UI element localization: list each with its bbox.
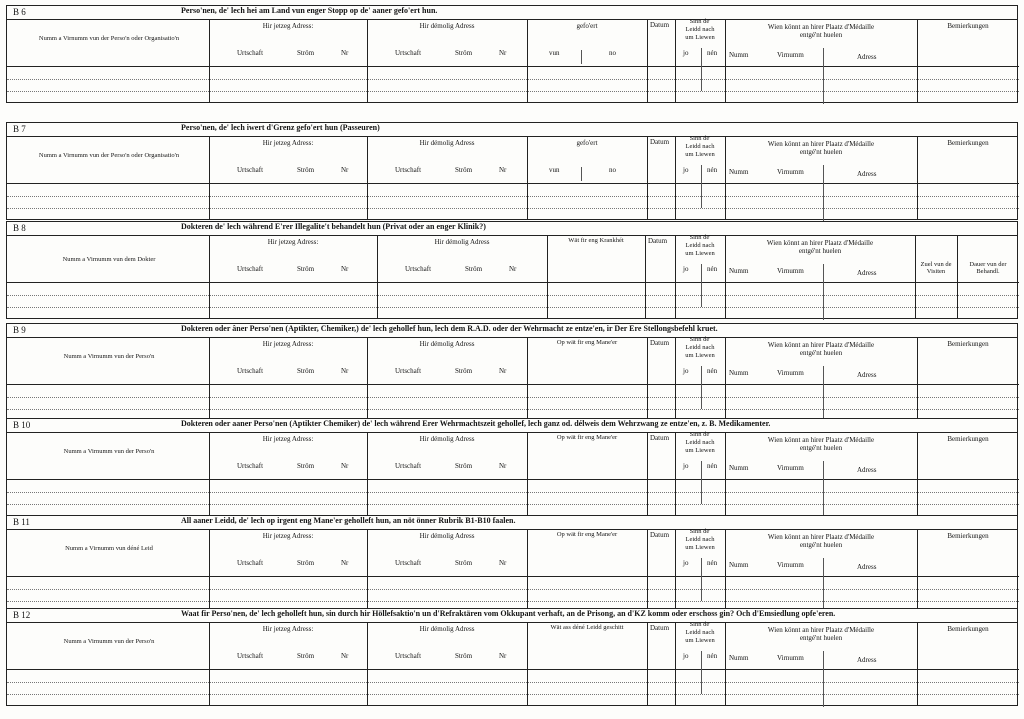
form-section: [6, 515, 1018, 613]
number-label: Nr: [341, 462, 349, 470]
header-bottom-rule: [7, 282, 1019, 283]
name-column-header: Numm a Virnumm vun der Perso'n: [63, 448, 155, 455]
column-divider: [675, 136, 676, 219]
section-code: B 9: [13, 325, 26, 335]
no-label: nén: [707, 49, 718, 57]
date-header: Datum: [650, 434, 670, 442]
header-bottom-rule: [7, 384, 1019, 385]
yes-label: jo: [683, 49, 689, 57]
alive-header: Sinn de': [689, 621, 711, 628]
row-rule: [7, 196, 1019, 197]
remarks-header: Bemierkungen: [947, 22, 989, 30]
former-address-header: Hir démolig Adress: [434, 238, 490, 246]
section-header: [7, 516, 1017, 530]
column-divider: [675, 19, 676, 102]
firstname-label: Virnumm: [777, 561, 804, 569]
column-divider: [647, 136, 648, 219]
alive-header: Sinn de': [689, 234, 711, 241]
medal-header: Wien könnt an hirer Plaatz d'Médaille: [767, 626, 875, 634]
form-section: [6, 5, 1018, 103]
column-divider: [647, 529, 648, 612]
name-column-header: Numm a Virnumm vun der Perso'n: [63, 353, 155, 360]
column-divider: [823, 651, 824, 707]
yes-label: jo: [683, 166, 689, 174]
street-label: Ström: [297, 166, 315, 174]
column-divider: [701, 264, 702, 307]
section-title: Dokteren oder aaner Perso'nen (Aptikter Chemiker) de' lech während Erer Wehrmachtszeit gehollef, lech ganz od. délweis dem Wehrzwang ze entze'en, z. B. Medikamenter.: [181, 419, 771, 428]
column-divider: [675, 432, 676, 515]
address-label: Adress: [857, 466, 877, 474]
column-divider: [675, 337, 676, 420]
locality-label: Urtschaft: [395, 166, 422, 174]
section-code: B 7: [13, 124, 26, 134]
medal-header: entgé'nt huelen: [799, 541, 843, 549]
alive-header: um Liewen: [685, 250, 715, 257]
date-header: Datum: [650, 531, 670, 539]
number-label: Nr: [341, 652, 349, 660]
column-divider: [823, 165, 824, 221]
date-header: Datum: [650, 138, 670, 146]
no-label: nén: [707, 166, 718, 174]
surname-label: Numm: [729, 51, 749, 59]
column-divider: [675, 529, 676, 612]
alive-header: Leidd nach: [685, 439, 715, 446]
name-column-header: Numm a Virnumm vun der Perso'n oder Organisatio'n: [38, 35, 180, 42]
alive-header: um Liewen: [685, 544, 715, 551]
row-rule: [7, 307, 1019, 308]
row-rule: [7, 492, 1019, 493]
column-divider: [527, 136, 528, 219]
column-divider: [917, 622, 918, 705]
street-label: Ström: [297, 559, 315, 567]
column-4-header: Op wät fir eng Mane'er: [556, 434, 618, 441]
alive-header: Sinn de': [689, 18, 711, 25]
column-divider: [647, 622, 648, 705]
alive-header: um Liewen: [685, 34, 715, 41]
column-divider: [647, 432, 648, 515]
alive-header: Sinn de': [689, 336, 711, 343]
locality-label: Urtschaft: [237, 652, 264, 660]
column-divider: [725, 337, 726, 420]
number-label: Nr: [499, 367, 507, 375]
column-divider: [701, 461, 702, 504]
section-code: B 10: [13, 420, 31, 430]
former-address-header: Hir démolig Adress: [419, 625, 475, 633]
column-4-header: Op wät fir eng Mane'er: [556, 531, 618, 538]
header-bottom-rule: [7, 576, 1019, 577]
row-rule: [7, 694, 1019, 695]
date-header: Datum: [650, 339, 670, 347]
alive-header: Leidd nach: [685, 26, 715, 33]
column-divider: [725, 622, 726, 705]
column-divider: [367, 432, 368, 515]
current-address-header: Hir jetzeg Adress:: [262, 625, 314, 633]
locality-label: Urtschaft: [237, 462, 264, 470]
header-bottom-rule: [7, 479, 1019, 480]
number-label: Nr: [509, 265, 517, 273]
medal-header: entgé'nt huelen: [799, 444, 843, 452]
column-divider: [209, 136, 210, 219]
medal-header: Wien könnt an hirer Plaatz d'Médaille: [767, 341, 875, 349]
locality-label: Urtschaft: [395, 367, 422, 375]
locality-label: Urtschaft: [395, 462, 422, 470]
column-divider: [367, 136, 368, 219]
column-divider: [367, 622, 368, 705]
former-address-header: Hir démolig Adress: [419, 340, 475, 348]
number-label: Nr: [499, 49, 507, 57]
number-label: Nr: [499, 559, 507, 567]
form-section: [6, 122, 1018, 220]
row-rule: [7, 91, 1019, 92]
number-label: Nr: [341, 265, 349, 273]
name-column-header: Numm a Virnumm vun der Perso'n oder Organisatio'n: [38, 152, 180, 159]
surname-label: Numm: [729, 369, 749, 377]
current-address-header: Hir jetzeg Adress:: [262, 435, 314, 443]
row-rule: [7, 397, 1019, 398]
number-label: Nr: [341, 367, 349, 375]
column-divider: [701, 651, 702, 694]
column-divider: [915, 235, 916, 318]
section-code: B 11: [13, 517, 30, 527]
header-bottom-rule: [7, 66, 1019, 67]
number-label: Nr: [341, 559, 349, 567]
no-label: nén: [707, 367, 718, 375]
column-divider: [527, 622, 528, 705]
column-divider: [581, 50, 582, 64]
firstname-label: Virnumm: [777, 168, 804, 176]
column-divider: [367, 19, 368, 102]
form-section: [6, 221, 1018, 319]
street-label: Ström: [455, 166, 473, 174]
locality-label: Urtschaft: [237, 265, 264, 273]
alive-header: Sinn de': [689, 431, 711, 438]
current-address-header: Hir jetzeg Adress:: [262, 139, 314, 147]
alive-header: um Liewen: [685, 151, 715, 158]
street-label: Ström: [455, 652, 473, 660]
row-rule: [7, 295, 1019, 296]
row-rule: [7, 409, 1019, 410]
date-header: Datum: [648, 237, 668, 245]
column-divider: [957, 235, 958, 318]
street-label: Ström: [455, 49, 473, 57]
section-header: [7, 6, 1017, 20]
locality-label: Urtschaft: [237, 367, 264, 375]
section-title: Dokteren de' lech während E'rer Illegalite't behandelt hun (Privat oder an enger Klinik?): [181, 222, 486, 231]
alive-header: um Liewen: [685, 352, 715, 359]
alive-header: Sinn de': [689, 528, 711, 535]
name-column-header: Numm a Virnumm vun dem Dokter: [62, 256, 156, 263]
section-code: B 12: [13, 610, 31, 620]
column-divider: [823, 264, 824, 320]
former-address-header: Hir démolig Adress: [419, 22, 475, 30]
row-rule: [7, 601, 1019, 602]
remarks-header: Bemierkungen: [947, 340, 989, 348]
street-label: Ström: [297, 49, 315, 57]
locality-label: Urtschaft: [405, 265, 432, 273]
date-header: Datum: [650, 624, 670, 632]
medal-header: entgé'nt huelen: [799, 349, 843, 357]
medal-header: Wien könnt an hirer Plaatz d'Médaille: [767, 436, 875, 444]
column-divider: [647, 19, 648, 102]
surname-label: Numm: [729, 267, 749, 275]
column-divider: [725, 529, 726, 612]
street-label: Ström: [297, 265, 315, 273]
no-label: nén: [707, 559, 718, 567]
alive-header: um Liewen: [685, 637, 715, 644]
column-divider: [917, 432, 918, 515]
column-divider: [209, 529, 210, 612]
from-label: vun: [549, 49, 560, 57]
address-label: Adress: [857, 269, 877, 277]
firstname-label: Virnumm: [777, 464, 804, 472]
column-divider: [367, 337, 368, 420]
former-address-header: Hir démolig Adress: [419, 139, 475, 147]
column-4-header: Op wät fir eng Mane'er: [556, 339, 618, 346]
surname-label: Numm: [729, 654, 749, 662]
column-divider: [527, 529, 528, 612]
current-address-header: Hir jetzeg Adress:: [267, 238, 319, 246]
medal-header: entgé'nt huelen: [799, 148, 843, 156]
locality-label: Urtschaft: [237, 166, 264, 174]
address-label: Adress: [857, 563, 877, 571]
from-label: vun: [549, 166, 560, 174]
column-4-header: Wät ass déné Leidd geschitt: [550, 624, 624, 631]
number-label: Nr: [341, 166, 349, 174]
section-header: [7, 419, 1017, 433]
section-header: [7, 324, 1017, 338]
address-label: Adress: [857, 371, 877, 379]
alive-header: Leidd nach: [685, 143, 715, 150]
section-title: Perso'nen, de' lech iwert d'Grenz gefo'ert hun (Passeuren): [181, 123, 380, 132]
alive-header: um Liewen: [685, 447, 715, 454]
column-divider: [701, 366, 702, 409]
column-divider: [645, 235, 646, 318]
column-divider: [675, 235, 676, 318]
column-divider: [581, 167, 582, 181]
column-divider: [823, 558, 824, 614]
column-divider: [725, 235, 726, 318]
number-label: Nr: [499, 652, 507, 660]
row-rule: [7, 504, 1019, 505]
locality-label: Urtschaft: [395, 49, 422, 57]
firstname-label: Virnumm: [777, 267, 804, 275]
street-label: Ström: [297, 652, 315, 660]
section-title: Perso'nen, de' lech hei am Land vun enger Stopp op de' aaner gefo'ert hun.: [181, 6, 438, 15]
header-bottom-rule: [7, 183, 1019, 184]
column-divider: [823, 48, 824, 104]
yes-label: jo: [683, 367, 689, 375]
street-label: Ström: [465, 265, 483, 273]
number-label: Nr: [341, 49, 349, 57]
surname-label: Numm: [729, 168, 749, 176]
column-divider: [209, 235, 210, 318]
column-divider: [917, 136, 918, 219]
section-header: [7, 123, 1017, 137]
no-label: nén: [707, 265, 718, 273]
column-divider: [917, 19, 918, 102]
row-rule: [7, 589, 1019, 590]
surname-label: Numm: [729, 464, 749, 472]
column-divider: [527, 19, 528, 102]
locality-label: Urtschaft: [237, 559, 264, 567]
section-code: B 8: [13, 223, 26, 233]
section-code: B 6: [13, 7, 26, 17]
row-rule: [7, 682, 1019, 683]
column-divider: [725, 432, 726, 515]
yes-label: jo: [683, 559, 689, 567]
column-divider: [701, 48, 702, 91]
section-header: [7, 609, 1017, 623]
alive-header: Leidd nach: [685, 344, 715, 351]
to-label: no: [609, 49, 616, 57]
column-divider: [209, 622, 210, 705]
yes-label: jo: [683, 652, 689, 660]
street-label: Ström: [297, 462, 315, 470]
column-divider: [367, 529, 368, 612]
firstname-label: Virnumm: [777, 369, 804, 377]
column-divider: [823, 461, 824, 517]
current-address-header: Hir jetzeg Adress:: [262, 22, 314, 30]
column-divider: [377, 235, 378, 318]
column-divider: [527, 337, 528, 420]
remarks-header: Bemierkungen: [947, 625, 989, 633]
name-column-header: Numm a Virnumm vun der Perso'n: [63, 638, 155, 645]
header-bottom-rule: [7, 669, 1019, 670]
column-divider: [725, 19, 726, 102]
firstname-label: Virnumm: [777, 51, 804, 59]
column-divider: [209, 337, 210, 420]
row-rule: [7, 79, 1019, 80]
street-label: Ström: [297, 367, 315, 375]
locality-label: Urtschaft: [237, 49, 264, 57]
column-divider: [701, 165, 702, 208]
number-label: Nr: [499, 166, 507, 174]
form-section: [6, 608, 1018, 706]
section-title: All aaner Leidd, de' lech op irgent eng Mane'er geholleft hun, an nöt önner Rubrik B1-B10 faalen.: [181, 516, 516, 525]
column-divider: [823, 366, 824, 422]
column-divider: [917, 337, 918, 420]
current-address-header: Hir jetzeg Adress:: [262, 340, 314, 348]
remarks-header: Bemierkungen: [947, 435, 989, 443]
address-label: Adress: [857, 170, 877, 178]
row-rule: [7, 208, 1019, 209]
column-divider: [675, 622, 676, 705]
form-section: [6, 418, 1018, 516]
column-divider: [725, 136, 726, 219]
date-header: Datum: [650, 21, 670, 29]
remarks-header: Bemierkungen: [947, 532, 989, 540]
form-section: [6, 323, 1018, 421]
column-divider: [209, 19, 210, 102]
locality-label: Urtschaft: [395, 652, 422, 660]
former-address-header: Hir démolig Adress: [419, 435, 475, 443]
address-label: Adress: [857, 656, 877, 664]
column-divider: [209, 432, 210, 515]
column-divider: [701, 558, 702, 601]
firstname-label: Virnumm: [777, 654, 804, 662]
transported-header: gefo'ert: [576, 22, 598, 30]
medal-header: Wien könnt an hirer Plaatz d'Médaille: [767, 23, 875, 31]
medal-header: entgé'nt huelen: [799, 634, 843, 642]
alive-header: Sinn de': [689, 135, 711, 142]
yes-label: jo: [683, 462, 689, 470]
yes-label: jo: [683, 265, 689, 273]
no-label: nén: [707, 652, 718, 660]
number-label: Nr: [499, 462, 507, 470]
column-divider: [547, 235, 548, 318]
medal-header: entgé'nt huelen: [798, 247, 842, 255]
medal-header: Wien könnt an hirer Plaatz d'Médaille: [767, 140, 875, 148]
transported-header: gefo'ert: [576, 139, 598, 147]
current-address-header: Hir jetzeg Adress:: [262, 532, 314, 540]
column-4-header: Wät fir eng Krankhét: [568, 237, 624, 244]
alive-header: Leidd nach: [685, 242, 715, 249]
section-title: Waat fir Perso'nen, de' lech geholleft hun, sin durch hir Höllefsaktio'n un d'Refraktären vom Okkupant verhaft, an de Prisong, an d'KZ komm oder erschoss gin? Och d'Emsiedlung opfe'eren.: [181, 609, 836, 618]
column-divider: [527, 432, 528, 515]
remarks-header: Bemierkungen: [947, 139, 989, 147]
medal-header: Wien könnt an hirer Plaatz d'Médaille: [767, 533, 875, 541]
questionnaire-page: [6, 5, 1018, 713]
street-label: Ström: [455, 462, 473, 470]
address-label: Adress: [857, 53, 877, 61]
column-divider: [917, 529, 918, 612]
alive-header: Leidd nach: [685, 536, 715, 543]
duration-header: Dauer vun der Behandl.: [969, 261, 1007, 275]
surname-label: Numm: [729, 561, 749, 569]
to-label: no: [609, 166, 616, 174]
name-column-header: Numm a Virnumm vun déné Leid: [65, 545, 153, 552]
medal-header: entgé'nt huelen: [799, 31, 843, 39]
street-label: Ström: [455, 367, 473, 375]
former-address-header: Hir démolig Adress: [419, 532, 475, 540]
locality-label: Urtschaft: [395, 559, 422, 567]
section-title: Dokteren oder âner Perso'nen (Aptikter, Chemiker,) de' lech gehollef hun, lech dem R.A.D. oder der Wehrmacht ze entze'en, ir Der Ere Stellongsbefehl kruet.: [181, 324, 718, 333]
alive-header: Leidd nach: [685, 629, 715, 636]
no-label: nén: [707, 462, 718, 470]
section-header: [7, 222, 1017, 236]
street-label: Ström: [455, 559, 473, 567]
visits-header: Zuel vun de Visiten: [920, 261, 952, 275]
column-divider: [647, 337, 648, 420]
medal-header: Wien könnt an hirer Plaatz d'Médaille: [766, 239, 874, 247]
